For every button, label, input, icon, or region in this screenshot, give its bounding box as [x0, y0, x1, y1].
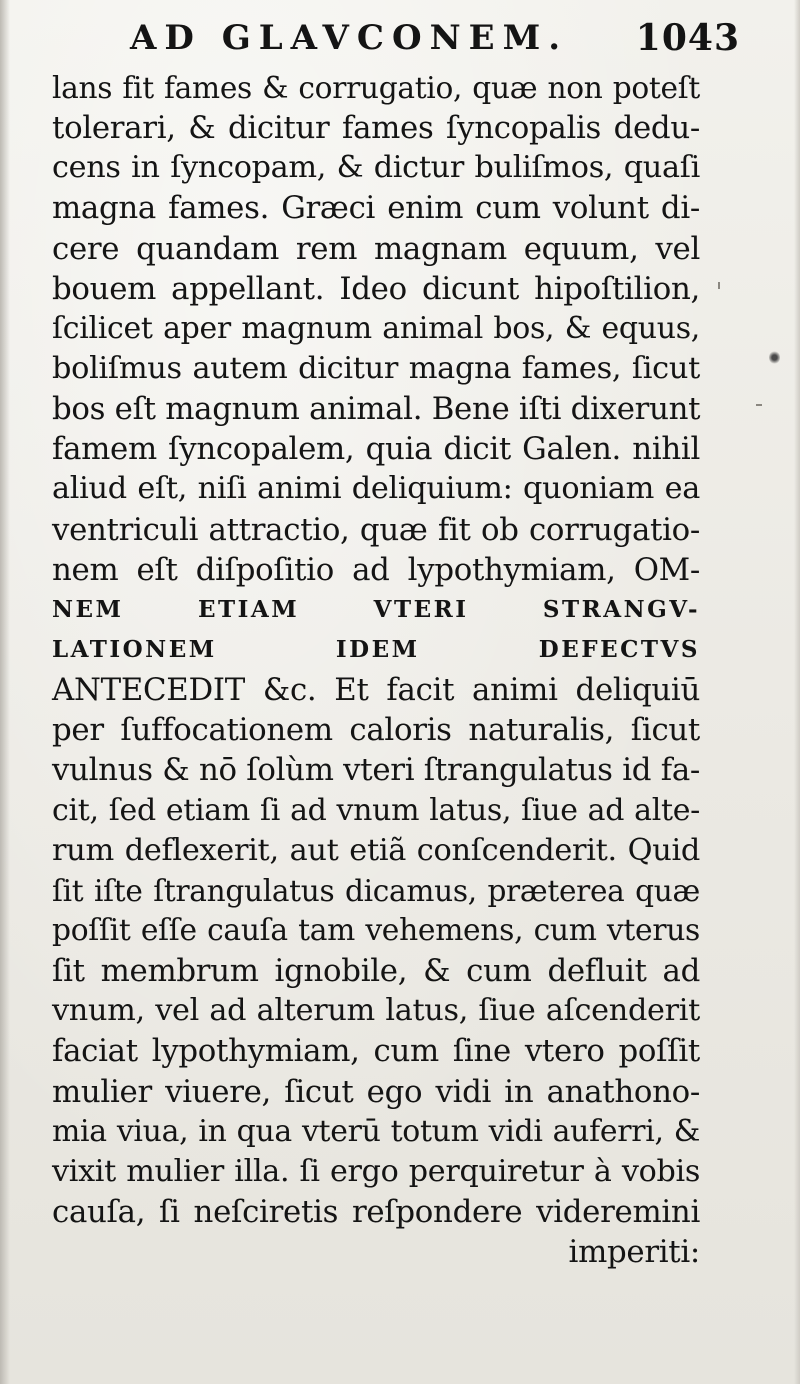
running-head: AD GLAVCONEM.: [130, 18, 569, 58]
text-line: ſcilicet aper magnum animal bos, & equus,: [52, 310, 700, 346]
text-line: bouem appellant. Ideo dicunt hipoſtilion,: [52, 270, 700, 307]
text-line: ſit membrum ignobile, & cum defluit ad: [52, 953, 700, 990]
text-line: ſit iſte ſtrangulatus dicamus, præterea quæ: [52, 873, 700, 908]
text-line: per ſuffocationem caloris naturalis, ſicut: [52, 712, 700, 749]
text-line: cauſa, ſi neſciretis reſpondere videremini: [52, 1193, 700, 1230]
small-caps-line: NEM ETIAM VTERI STRANGV-: [52, 595, 700, 623]
text-line: ANTECEDIT &c. Et facit animi deliquiū: [52, 672, 700, 709]
text-line: mia viua, in qua vterū totum vidi auferri, &: [52, 1113, 700, 1149]
ink-spot: [769, 351, 780, 364]
text-line: aliud eſt, niſi animi deliquium: quoniam ea: [52, 471, 700, 507]
page-number: 1043: [635, 17, 740, 59]
page-left-edge-shadow: [0, 0, 10, 1384]
paper-speck: [756, 404, 762, 406]
paper-speck: [718, 282, 720, 289]
text-line: poſſit eſſe cauſa tam vehemens, cum vterus: [52, 912, 700, 948]
text-line: boliſmus autem dicitur magna fames, ſicut: [52, 350, 700, 386]
text-line: vnum, vel ad alterum latus, ſiue aſcenderit: [52, 993, 700, 1029]
text-line: faciat lypothymiam, cum ſine vtero poſſit: [52, 1033, 700, 1070]
text-line: rum deflexerit, aut etiã conſcenderit. Quid: [52, 832, 700, 868]
text-line: vixit mulier illa. ſi ergo perquiretur à vobis: [52, 1153, 700, 1189]
small-caps-line: LATIONEM IDEM DEFECTVS: [52, 635, 700, 663]
text-line: magna fames. Græci enim cum volunt di-: [52, 190, 700, 227]
text-line: vulnus & nō ſolùm vteri ſtrangulatus id fa-: [52, 752, 700, 789]
text-line: mulier viuere, ſicut ego vidi in anathono-: [52, 1073, 700, 1110]
text-line: tolerari, & dicitur fames ſyncopalis dedu-: [52, 110, 700, 147]
text-line: cere quandam rem magnam equum, vel: [52, 230, 700, 267]
page-header: [130, 12, 740, 64]
text-line: cens in ſyncopam, & dictur buliſmos, quaſi: [52, 150, 700, 186]
text-line: famem ſyncopalem, quia dicit Galen. nihil: [52, 431, 700, 468]
text-line: nem eſt diſpoſitio ad lypothymiam, OM-: [52, 551, 700, 588]
text-line: bos eſt magnum animal. Bene iſti dixerunt: [52, 391, 701, 428]
text-line: ventriculi attractio, quæ fit ob corrugatio-: [52, 511, 700, 548]
text-line: cit, ſed etiam ſi ad vnum latus, ſiue ad alte-: [52, 792, 700, 828]
catchword-line: imperiti:: [568, 1234, 700, 1271]
text-line: lans fit fames & corrugatio, quæ non poteſt: [52, 71, 700, 105]
page-right-edge-shadow: [794, 0, 800, 1384]
body-text: [52, 68, 700, 1272]
